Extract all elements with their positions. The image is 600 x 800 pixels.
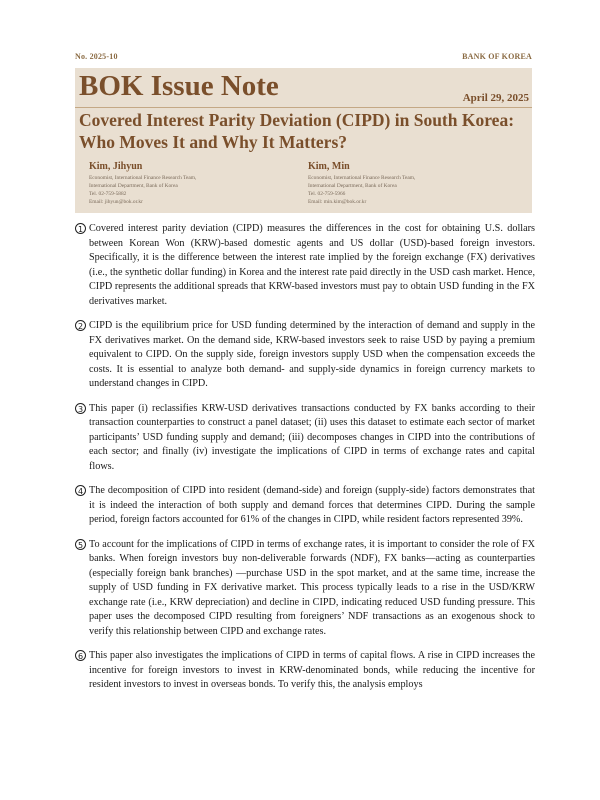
author-name: Kim, Min — [308, 161, 350, 172]
title-line-1: Covered Interest Parity Deviation (CIPD) in South Korea: — [79, 110, 515, 130]
author-tel: Tel. 02-759-5882 — [89, 191, 127, 197]
author-department: International Department, Bank of Korea — [308, 183, 397, 189]
summary-paragraph — [75, 402, 535, 475]
circled-number-marker: 3 — [75, 403, 86, 414]
header-divider — [75, 107, 532, 108]
summary-paragraph — [75, 319, 535, 392]
author-card — [308, 161, 508, 206]
author-email: Email: min.kim@bok.or.kr — [308, 199, 367, 205]
series-title: BOK Issue Note — [79, 70, 279, 102]
circled-number-marker: 5 — [75, 539, 86, 550]
issue-number: No. 2025-10 — [75, 52, 118, 61]
publisher-name: BANK OF KOREA — [462, 52, 532, 61]
circled-number-marker: 2 — [75, 320, 86, 331]
title-line-2: Who Moves It and Why It Matters? — [79, 132, 348, 152]
paragraph-text: To account for the implications of CIPD in terms of exchange rates, it is important to consider the role of FX banks. When foreign investors buy non-deliverable forwards (NDF), FX banks—acting as counterparties (especially foreign bank branches) —purchase USD in the spot market, and at the same time, increase the supply of USD funding in FX derivative market. This process typically leads to a rise in the USD/KRW exchange rate (i.e., KRW depreciation) and decline in CIPD, indicating reduced USD funding pressure. This paper uses the decomposed CIPD resulting from foreigners’ NDF transactions as an exogenous shock to verify this relationship between CIPD and exchange rates. — [89, 538, 535, 637]
author-card — [89, 161, 289, 206]
paragraph-text: This paper (i) reclassifies KRW-USD derivatives transactions conducted by FX banks according to their transaction counterparties to construct a panel dataset; (ii) uses this dataset to estimate each sector of market participants’ USD funding supply and demand; (iii) decomposes changes in CIPD into the contributions of each sector; and finally (iv) investigate the implications of CIPD in terms of exchange rates and capital flows. — [89, 402, 535, 472]
paragraph-text: Covered interest parity deviation (CIPD) measures the differences in the cost for obtaining U.S. dollars between Korean Won (KRW)-based domestic agents and US dollar (USD)-based foreign investors. Specifically, it is the difference between the interest rate implied by the foreign exchange (FX) derivatives (i.e., the synthetic dollar funding) in Korea and the interest rate paid directly in the USD cash market. Hence, CIPD represents the additional spreads that KRW-based investors must pay to obtain USD funding in the FX derivatives market. — [89, 223, 535, 307]
publication-date: April 29, 2025 — [462, 92, 529, 104]
author-department: International Department, Bank of Korea — [89, 183, 178, 189]
author-email: Email: jihyun@bok.or.kr — [89, 199, 143, 205]
summary-paragraph — [75, 538, 535, 640]
author-name: Kim, Jihyun — [89, 161, 143, 172]
circled-number-marker: 4 — [75, 485, 86, 496]
top-line — [75, 52, 532, 61]
summary-paragraph — [75, 484, 535, 528]
author-tel: Tel. 02-759-5966 — [308, 191, 346, 197]
summary-body — [75, 222, 535, 703]
paragraph-text: The decomposition of CIPD into resident (demand-side) and foreign (supply-side) factors demonstrates that it is indeed the interaction of both supply and demand forces that determines CIPD. During the sample period, foreign factors accounted for 61% of the changes in CIPD, while resident factors represented 39%. — [89, 485, 535, 525]
circled-number-marker: 6 — [75, 650, 86, 661]
summary-paragraph — [75, 649, 535, 693]
author-role: Economist, International Finance Research Team, — [308, 175, 416, 181]
paragraph-text: CIPD is the equilibrium price for USD funding determined by the interaction of demand and supply in the FX derivatives market. On the demand side, KRW-based investors seek to raise USD by paying a premium equivalent to CIPD. On the supply side, foreign investors supply USD when the compensation exceeds the costs. It is essential to analyze both demand- and supply-side dynamics in foreign currency markets to understand changes in CIPD. — [89, 320, 535, 389]
summary-paragraph — [75, 222, 535, 309]
header-box — [75, 68, 532, 213]
author-role: Economist, International Finance Research Team, — [89, 175, 197, 181]
paragraph-text: This paper also investigates the implications of CIPD in terms of capital flows. A rise in CIPD increases the incentive for foreign investors to invest in KRW-denominated bonds, while reducing the incentive for resident investors to invest in overseas bonds. To verify this, the analysis employs — [89, 650, 535, 690]
document-title — [79, 109, 531, 153]
circled-number-marker: 1 — [75, 223, 86, 234]
